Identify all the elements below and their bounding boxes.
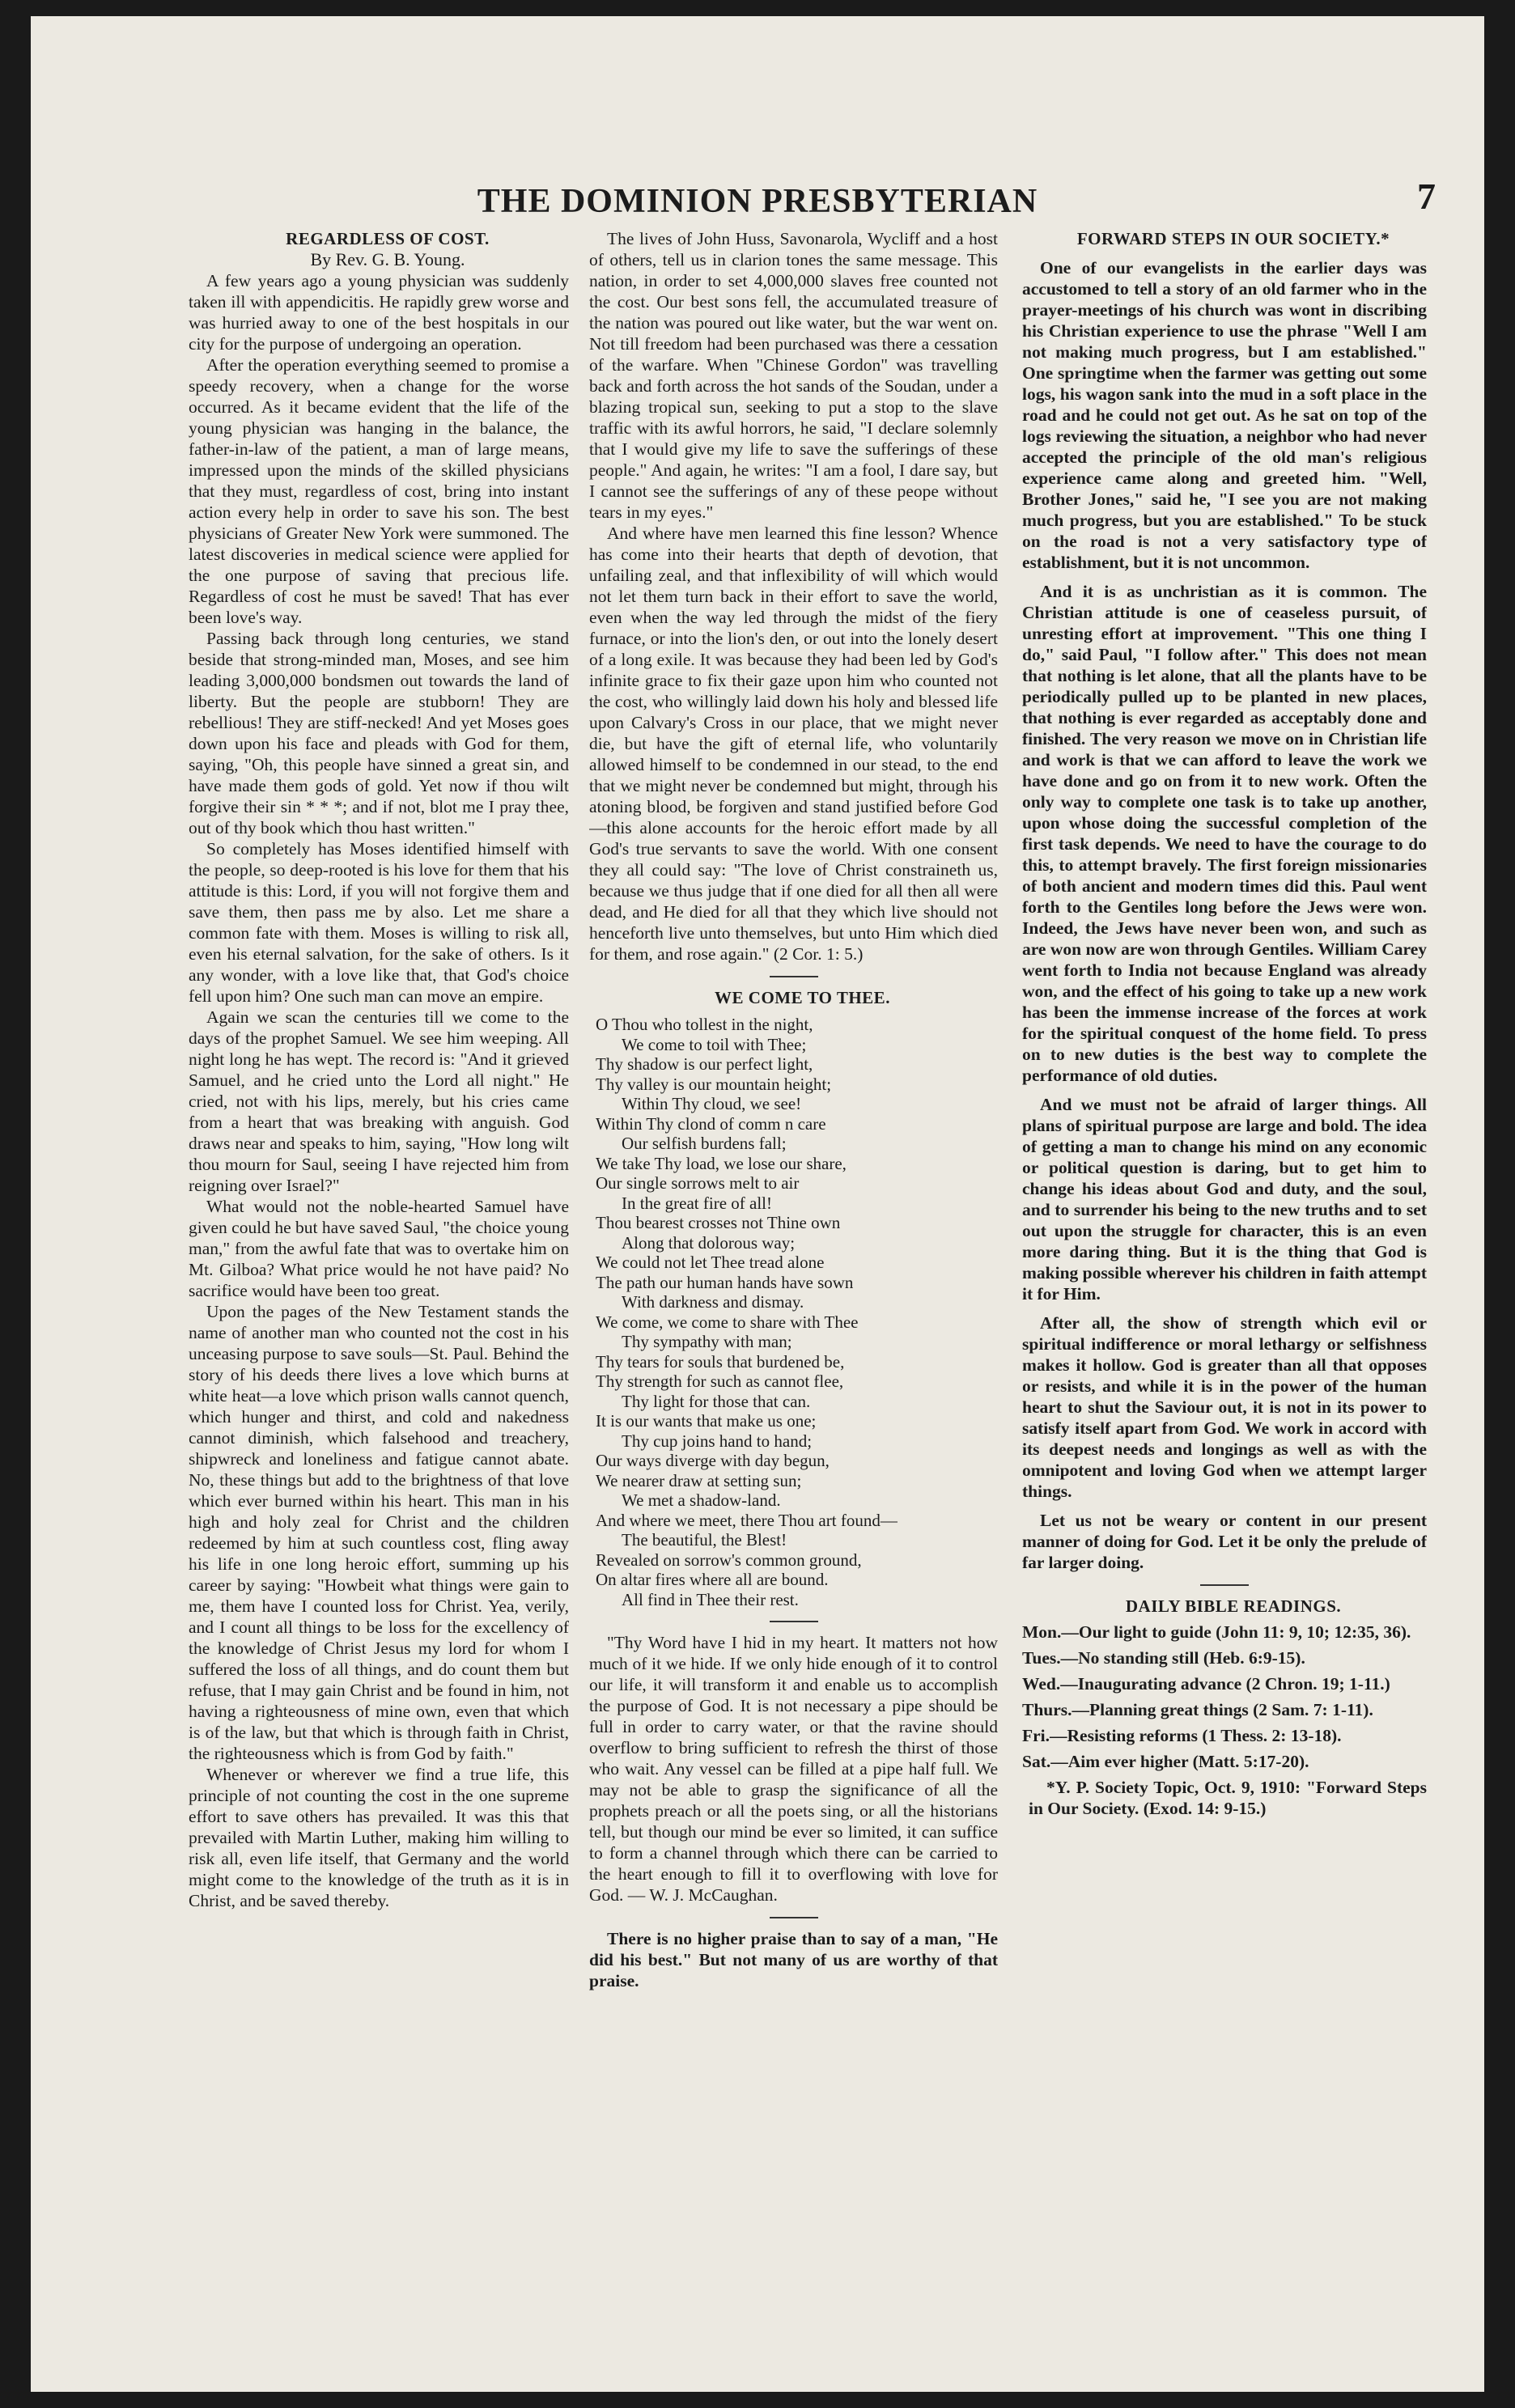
readings-list	[1022, 1622, 1427, 1772]
poem-line: The path our human hands have sown	[596, 1272, 854, 1292]
reading-item: Fri.—Resisting reforms (1 Thess. 2: 13-18).	[1022, 1726, 1342, 1745]
poem-line: Along that dolorous way;	[622, 1232, 796, 1253]
poem-line: All find in Thee their rest.	[622, 1589, 799, 1609]
reading-item: Tues.—No standing still (Heb. 6:9-15).	[1022, 1648, 1305, 1668]
scripture-quote	[589, 1632, 998, 1906]
poem-line: Our single sorrows melt to air	[596, 1173, 800, 1193]
closing-remark: There is no higher praise than to say of a man, "He did his best." But not many of us are worthy of that praise.	[589, 1929, 998, 1990]
article-body	[189, 270, 569, 1911]
poem-line: Thy cup joins hand to hand;	[622, 1431, 813, 1451]
readings-title: DAILY BIBLE READINGS.	[1125, 1596, 1342, 1616]
poem-body	[589, 1015, 998, 1609]
section-divider	[770, 1621, 818, 1622]
article-title-regardless-of-cost: REGARDLESS OF COST.	[286, 229, 490, 248]
poem-line: Thy shadow is our perfect light,	[596, 1054, 813, 1074]
paragraph: The lives of John Huss, Savonarola, Wycliff and a host of others, tell us in clarion tones the same message. This nation, in order to set 4,000,000 slaves free counted not the cost. Our best sons fell, the accumulated treasure of the nation was poured out like water, but the war went on. Not till freedom had been purchased was there a cessation of the warfare. When "Chinese Gordon" was travelling back and forth across the hot sands of the Soudan, under a blazing tropical sun, seeking to put a stop to the slave traffic with its awful horrors, he said, "I declare solemnly that I would give my life to save the sufferings of these people." And again, he writes: "I am a fool, I dare say, but I cannot see the sufferings of any of these peope without tears in my eyes."	[589, 229, 998, 522]
article-byline: By Rev. G. B. Young.	[310, 249, 465, 269]
poem-title: WE COME TO THEE.	[715, 988, 890, 1007]
poem-line: We met a shadow-land.	[622, 1490, 781, 1510]
poem-line: O Thou who tollest in the night,	[596, 1015, 813, 1034]
poem-line: Thy tears for souls that burdened be,	[596, 1351, 845, 1371]
poem-line: It is our wants that make us one;	[596, 1411, 817, 1431]
paragraph: After the operation everything seemed to promise a speedy recovery, when a change for the worse occurred. As it became evident that the life of the young physician was hanging in the balance, the father-in-law of the patient, a man of large means, impressed upon the minds of the skilled physicians that they must, regardless of cost, bring into instant action every help in order to save his son. The best physicians of Greater New York were summoned. The latest discoveries in medical science were applied for the one purpose of saving that precious life. Regardless of cost he must be saved! That has ever been love's way.	[189, 355, 569, 627]
poem-line: Thy light for those that can.	[622, 1391, 811, 1411]
article-continuation	[589, 228, 998, 964]
masthead-title: THE DOMINION PRESBYTERIAN	[477, 183, 1038, 220]
poem-line: Thy strength for such as cannot flee,	[596, 1371, 844, 1391]
poem-line: Within Thy cloud, we see!	[622, 1094, 802, 1113]
poem-line: On altar fires where all are bound.	[596, 1570, 829, 1589]
poem-line: We take Thy load, we lose our share,	[596, 1153, 847, 1173]
paragraph: After all, the show of strength which evil or spiritual indifference or moral lethargy or selfishness makes it hollow. God is greater than all that opposes or resists, and while it is in the power of the human heart to shut the Saviour out, it is not in its power to satisfy itself apart from God. We work in accord with its deepest needs and longings as well as with the omnipotent and loving God when we attempt larger things.	[1022, 1313, 1427, 1501]
article-title-forward-steps: FORWARD STEPS IN OUR SOCIETY.*	[1076, 229, 1390, 248]
page-number: 7	[1417, 176, 1436, 217]
paragraph: Let us not be weary or content in our present manner of doing for God. Let it be only the prelude of far larger doing.	[1022, 1511, 1427, 1572]
paragraph: Passing back through long centuries, we stand beside that strong-minded man, Moses, and see him leading 3,000,000 bondsmen out towards the land of liberty. But the people are stubborn! They are rebellious! They are stiff-necked! And yet Moses goes down upon his face and pleads with God for them, saying, "Oh, this people have sinned a great sin, and have made them gods of gold. Yet now if thou wilt forgive their sin * * *; and if not, blot me I pray thee, out of thy book which thou hast written."	[189, 629, 569, 837]
poem-line: We come to toil with Thee;	[622, 1034, 807, 1054]
poem-line: Within Thy clond of comm n care	[596, 1113, 826, 1134]
footnote: *Y. P. Society Topic, Oct. 9, 1910: "Forward Steps in Our Society. (Exod. 14: 9-15.)	[1029, 1778, 1427, 1818]
column-2	[589, 228, 998, 2348]
reading-item: Wed.—Inaugurating advance (2 Chron. 19; 1-11.)	[1022, 1674, 1390, 1694]
poem-line: In the great fire of all!	[622, 1193, 772, 1213]
poem-line: Thy valley is our mountain height;	[596, 1074, 832, 1094]
poem-line: With darkness and dismay.	[622, 1292, 804, 1312]
paragraph: So completely has Moses identified himself with the people, so deep-rooted is his love for them that his attitude is this: Lord, if you will not forgive them and save them, then pass me by also. Let me share a common fate with them. Moses is willing to risk all, even his eternal salvation, for the sake of others. Is it any wonder, with a love like that, that God's choice fell upon him? One such man can move an empire.	[189, 839, 569, 1006]
poem-line: Revealed on sorrow's common ground,	[596, 1550, 862, 1570]
poem-line: Our ways diverge with day begun,	[596, 1451, 830, 1470]
paragraph: Whenever or wherever we find a true life, this principle of not counting the cost in the one supreme effort to save others has prevailed. It was this that prevailed with Martin Luther, making him willing to risk all, even life itself, that Germany and the world might come to the knowledge of the truth as it is in Christ, and be saved thereby.	[189, 1765, 569, 1910]
quote-text: "Thy Word have I hid in my heart. It matters not how much of it we hide. If we only hide enough of it to control our life, it will transform it and enable us to accomplish the purpose of God. It is not necessary a pipe should be full in order to carry water, or that the ravine should overflow to bring sufficient to refresh the thirst of those who wait. Any vessel can be filled at a pipe half full. We may not be able to grasp the significance of all the prophets preach or all the poets sing, or all the historians tell, but though our mind be ever so limited, it can suffice to form a channel through which there can be carried to the heart enough to fill it to overflowing with love for God. — W. J. McCaughan.	[589, 1633, 998, 1905]
paragraph: Upon the pages of the New Testament stands the name of another man who counted not the cost in his unceasing purpose to save souls—St. Paul. Behind the story of his deeds there lives a love which burns at white heat—a love which prison walls cannot quench, which hunger and thirst, and cold and nakedness cannot diminish, which falsehood and treachery, shipwreck and loneliness and fatigue cannot abate. No, these things but add to the brightness of that love which ever burned within his heart. This man in his high and holy zeal for Christ and the children redeemed by him at such countless cost, fling away his life in one long heroic effort, summing up his career by saying: "Howbeit what things were gain to me, them have I counted loss for Christ. Yea, verily, and I count all things to be loss for the excellency of the knowledge of Christ Jesus my lord for whom I suffered the loss of all things, and do count them but refuse, that I may gain Christ and be found in him, not having a righteousness of mine own, even that which is of the law, but that which is through faith in Christ, the righteousness which is from God by faith."	[189, 1302, 569, 1763]
poem-line: Thou bearest crosses not Thine own	[596, 1213, 841, 1232]
column-3	[1022, 228, 1427, 2348]
paragraph: What would not the noble-hearted Samuel have given could he but have saved Saul, "the choice young man," from the awful fate that was to overtake him on Mt. Gilboa? What price would he not have paid? No sacrifice would have been too great.	[189, 1197, 569, 1300]
poem-line: And where we meet, there Thou art found—	[596, 1510, 898, 1530]
paragraph: Again we scan the centuries till we come to the days of the prophet Samuel. We see him weeping. All night long he has wept. The record is: "And it grieved Samuel, and he cried unto the Lord all night." He cried, not with his lips, merely, but his cries came from a heart that was breaking with anguish. God draws near and speaks to him, saying, "How long wilt thou mourn for Saul, seeing I have rejected him from reigning over Israel?"	[189, 1007, 569, 1195]
poem-line: Our selfish burdens fall;	[622, 1134, 787, 1153]
section-divider	[770, 976, 818, 977]
poem-line: The beautiful, the Blest!	[622, 1530, 787, 1550]
reading-item: Sat.—Aim ever higher (Matt. 5:17-20).	[1022, 1752, 1309, 1771]
section-divider	[770, 1917, 818, 1918]
paragraph: One of our evangelists in the earlier days was accustomed to tell a story of an old farmer who in the prayer-meetings of his church was wont in discribing his Christian experience to use the phrase "Well I am not making much progress, but I am established." One springtime when the farmer was getting out some logs, his wagon sank into the mud in a soft place in the road and he could not get out. As he sat on top of the logs reviewing the situation, a neighbor who had never accepted the principle of the old man's religious experience came along and greeted him. "Well, Brother Jones," said he, "I see you are not making much progress, but you are established." To be stuck on the road is not a very satisfactory type of establishment, but it is not uncommon.	[1022, 258, 1427, 572]
reading-item: Mon.—Our light to guide (John 11: 9, 10; 12:35, 36).	[1022, 1622, 1411, 1642]
poem-line: We come, we come to share with Thee	[596, 1312, 859, 1332]
paragraph: And where have men learned this fine lesson? Whence has come into their hearts that depth of devotion, that unfailing zeal, and that inflexibility of will which would not let them turn back in their effort to save the world, even when the way led through the midst of the fiery furnace, or into the lion's den, or out into the lonely desert of a long exile. It was because they had been led by God's infinite grace to fix their gaze upon him who counted not the cost, who willingly laid down his holy and blessed life upon Calvary's Cross in our place, that we might never die, but have the gift of eternal life, who voluntarily allowed himself to be condemned in our stead, to the end that we might never be condemned but might, through his atoning blood, be forgiven and stand justified before God—this alone accounts for the heroic effort made by all God's true servants to save the world. With one consent they all could say: "The love of Christ constraineth us, because we thus judge that if one died for all then all were dead, and He died for all that they which live should not henceforth live unto themselves, but unto Him which died for them, and rose again." (2 Cor. 1: 5.)	[589, 524, 998, 964]
newspaper-page	[31, 16, 1484, 2392]
poem-line: We could not let Thee tread alone	[596, 1253, 825, 1272]
paragraph: And we must not be afraid of larger things. All plans of spiritual purpose are large and bold. The idea of getting a man to change his mind on any economic or political question is daring, but to get him to change his ideas about God and duty, and the soul, and to surrender his being to the new truths and to set out upon the struggle for character, this is an even more daring thing. But it is the thing that God is making possible wherever his children in faith attempt it for Him.	[1022, 1095, 1427, 1304]
paragraph: A few years ago a young physician was suddenly taken ill with appendicitis. He rapidly grew worse and was hurried away to one of the best hospitals in our city for the purpose of undergoing an operation.	[189, 271, 569, 354]
article-body	[1022, 257, 1427, 1573]
column-1	[189, 228, 569, 2348]
reading-item: Thurs.—Planning great things (2 Sam. 7: 1-11).	[1022, 1700, 1373, 1719]
paragraph: And it is as unchristian as it is common. The Christian attitude is one of ceaseless pursuit, of unresting effort at improvement. "This one thing I do," said Paul, "I follow after." This does not mean that nothing is let alone, that all the plants have to be periodically pulled up to be planted in new places, that nothing is ever regarded as acceptably done and finished. The very reason we move on in Christian life and work is that we can afford to leave the work we have done and go on from it to new work. Often the only way to complete one task is to take up another, upon whose doing the successful completion of the first task depends. We need to have the courage to do this, to attempt bravely. The first foreign missionaries of both ancient and modern times did this. Paul went forth to the Gentiles long before the Jews were won. Indeed, the Jews have never been won, and such as are won now are won through Gentiles. William Carey went forth to India not because England was already won, and the effect of his going to take up a new work has been the immense increase of the forces at work for the spiritual conquest of the home field. To press on to new duties is the best way to complete the performance of old duties.	[1022, 582, 1427, 1085]
poem-line: We nearer draw at setting sun;	[596, 1470, 802, 1490]
section-divider	[1200, 1584, 1249, 1586]
poem-line: Thy sympathy with man;	[622, 1332, 792, 1351]
